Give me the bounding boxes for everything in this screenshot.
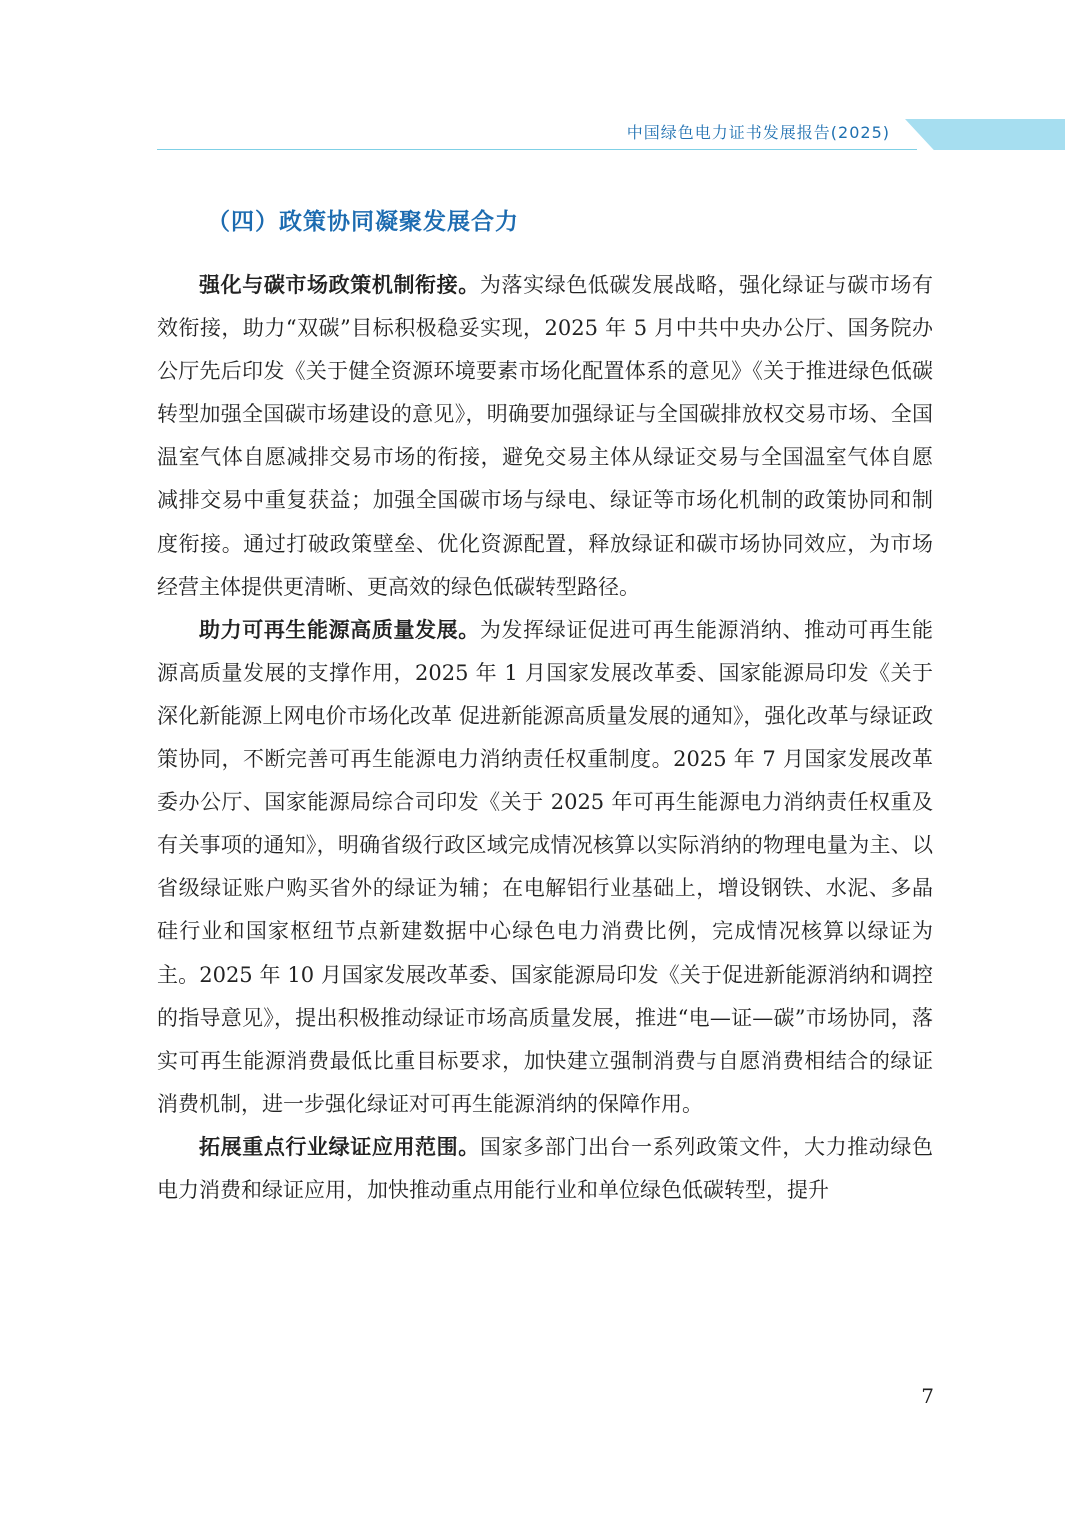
paragraph bbox=[157, 1126, 933, 1212]
paragraph-body: 为落实绿色低碳发展战略，强化绿证与碳市场有效衔接，助力“双碳”目标积极稳妥实现，2025 年 5 月中共中央办公厅、国务院办公厅先后印发《关于健全资源环境要素市场化配置体系的意见》《关于推进绿色低碳转型加强全国碳市场建设的意见》，明确要加强绿证与全国碳排放权交易市场、全国温室气体自愿减排交易市场的衔接，避免交易主体从绿证交易与全国温室气体自愿减排交易中重复获益；加强全国碳市场与绿电、绿证等市场化机制的政策协同和制度衔接。通过打破政策壁垒、优化资源配置，释放绿证和碳市场协同效应，为市场经营主体提供更清晰、更高效的绿色低碳转型路径。 bbox=[157, 273, 934, 599]
page-number: 7 bbox=[921, 1384, 934, 1408]
paragraph-body: 国家多部门出台一系列政策文件，大力推动绿色电力消费和绿证应用，加快推动重点用能行业和单位绿色低碳转型，提升 bbox=[157, 1134, 934, 1202]
header-accent-band bbox=[905, 119, 1065, 150]
section-heading: （四）政策协同凝聚发展合力 bbox=[207, 209, 519, 235]
paragraph bbox=[157, 609, 933, 1126]
paragraph-lead: 助力可再生能源高质量发展。 bbox=[199, 617, 480, 642]
paragraph bbox=[157, 264, 933, 609]
body-text bbox=[157, 264, 933, 1212]
paragraph-lead: 强化与碳市场政策机制衔接。 bbox=[199, 273, 480, 297]
paragraph-lead: 拓展重点行业绿证应用范围。 bbox=[199, 1134, 480, 1159]
report-title: 中国绿色电力证书发展报告(2025) bbox=[626, 123, 890, 142]
paragraph-body: 为发挥绿证促进可再生能源消纳、推动可再生能源高质量发展的支撑作用，2025 年 1 月国家发展改革委、国家能源局印发《关于深化新能源上网电价市场化改革 促进新能源高质量发展的通知》，强化改革与绿证政策协同，不断完善可再生能源电力消纳责任权重制度。2025 年 7 月国家发展改革委办公厅、国家能源局综合司印发《关于 2025 年可再生能源电力消纳责任权重及有关事项的通知》，明确省级行政区域完成情况核算以实际消纳的物理电量为主、以省级绿证账户购买省外的绿证为辅；在电解铝行业基础上，增设钢铁、水泥、多晶硅行业和国家枢纽节点新建数据中心绿色电力消费比例，完成情况核算以绿证为主。2025 年 10 月国家发展改革委、国家能源局印发《关于促进新能源消纳和调控的指导意见》，提出积极推动绿证市场高质量发展，推进“电—证—碳”市场协同，落实可再生能源消费最低比重目标要求，加快建立强制消费与自愿消费相结合的绿证消费机制，进一步强化绿证对可再生能源消纳的保障作用。 bbox=[157, 617, 934, 1116]
header-divider bbox=[157, 149, 917, 150]
